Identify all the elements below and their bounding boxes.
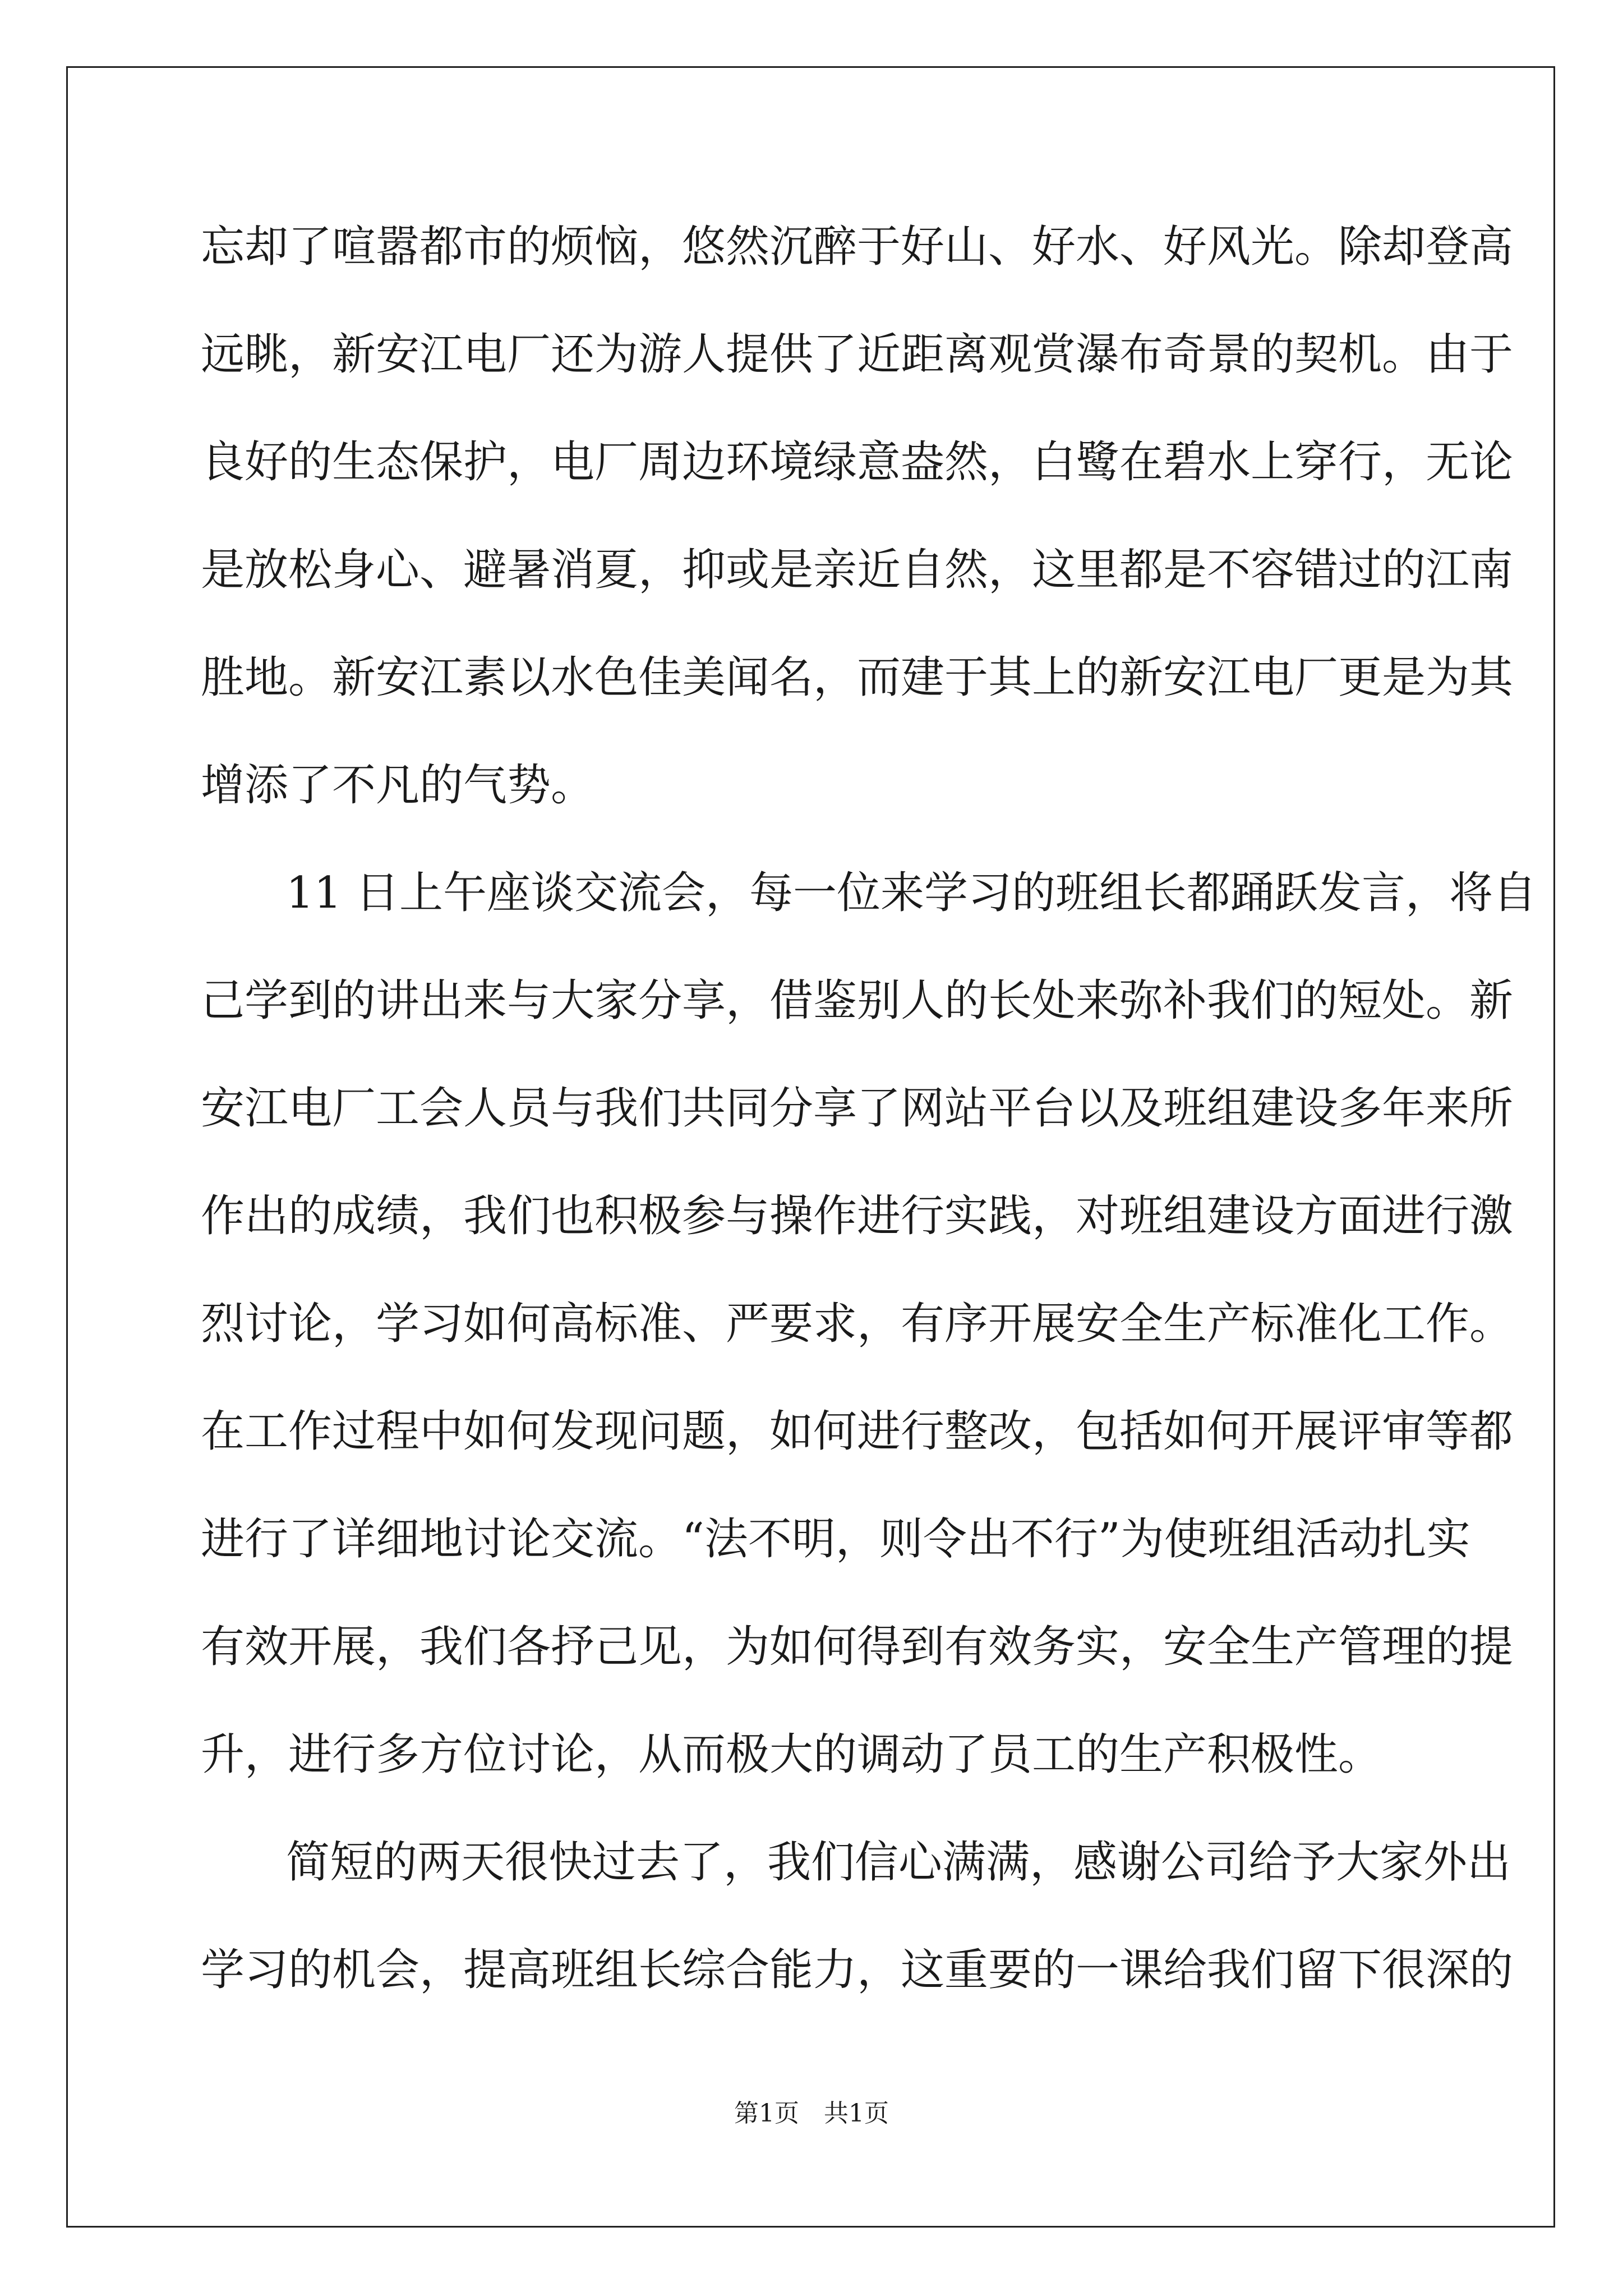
text-line: 升，进行多方位讨论，从而极大的调动了员工的生产积极性。 xyxy=(201,1729,1382,1780)
page-border xyxy=(66,66,1555,2228)
text-line: 作出的成绩，我们也积极参与操作进行实践，对班组建设方面进行激 xyxy=(201,1191,1514,1241)
text-line: 增添了不凡的气势。 xyxy=(201,760,595,811)
text-line: 是放松身心、避暑消夏，抑或是亲近自然，这里都是不容错过的江南 xyxy=(201,545,1514,595)
text-line: 学习的机会，提高班组长综合能力，这重要的一课给我们留下很深的 xyxy=(201,1945,1514,1995)
text-line: 烈讨论，学习如何高标准、严要求，有序开展安全生产标准化工作。 xyxy=(201,1299,1514,1349)
text-line: 忘却了喧嚣都市的烦恼，悠然沉醉于好山、好水、好风光。除却登高 xyxy=(201,222,1514,272)
text-line: 胜地。新安江素以水色佳美闻名，而建于其上的新安江电厂更是为其 xyxy=(201,652,1514,703)
text-line: 安江电厂工会人员与我们共同分享了网站平台以及班组建设多年来所 xyxy=(201,1083,1514,1134)
text-line: 11 日上午座谈交流会，每一位来学习的班组长都踊跃发言，将自 xyxy=(286,868,1537,918)
text-line: 简短的两天很快过去了，我们信心满满，感谢公司给予大家外出 xyxy=(286,1837,1511,1888)
page-number-footer: 第1页 共1页 xyxy=(734,2099,889,2128)
text-line: 良好的生态保护，电厂周边环境绿意盎然，白鹭在碧水上穿行，无论 xyxy=(201,437,1514,487)
text-line: 进行了详细地讨论交流。“法不明，则令出不行”为使班组活动扎实 xyxy=(201,1514,1470,1565)
text-line: 在工作过程中如何发现问题，如何进行整改，包括如何开展评审等都 xyxy=(201,1406,1514,1457)
text-line: 远眺，新安江电厂还为游人提供了近距离观赏瀑布奇景的契机。由于 xyxy=(201,329,1514,380)
text-line: 己学到的讲出来与大家分享，借鉴别人的长处来弥补我们的短处。新 xyxy=(201,976,1514,1026)
text-line: 有效开展，我们各抒己见，为如何得到有效务实，安全生产管理的提 xyxy=(201,1622,1514,1672)
